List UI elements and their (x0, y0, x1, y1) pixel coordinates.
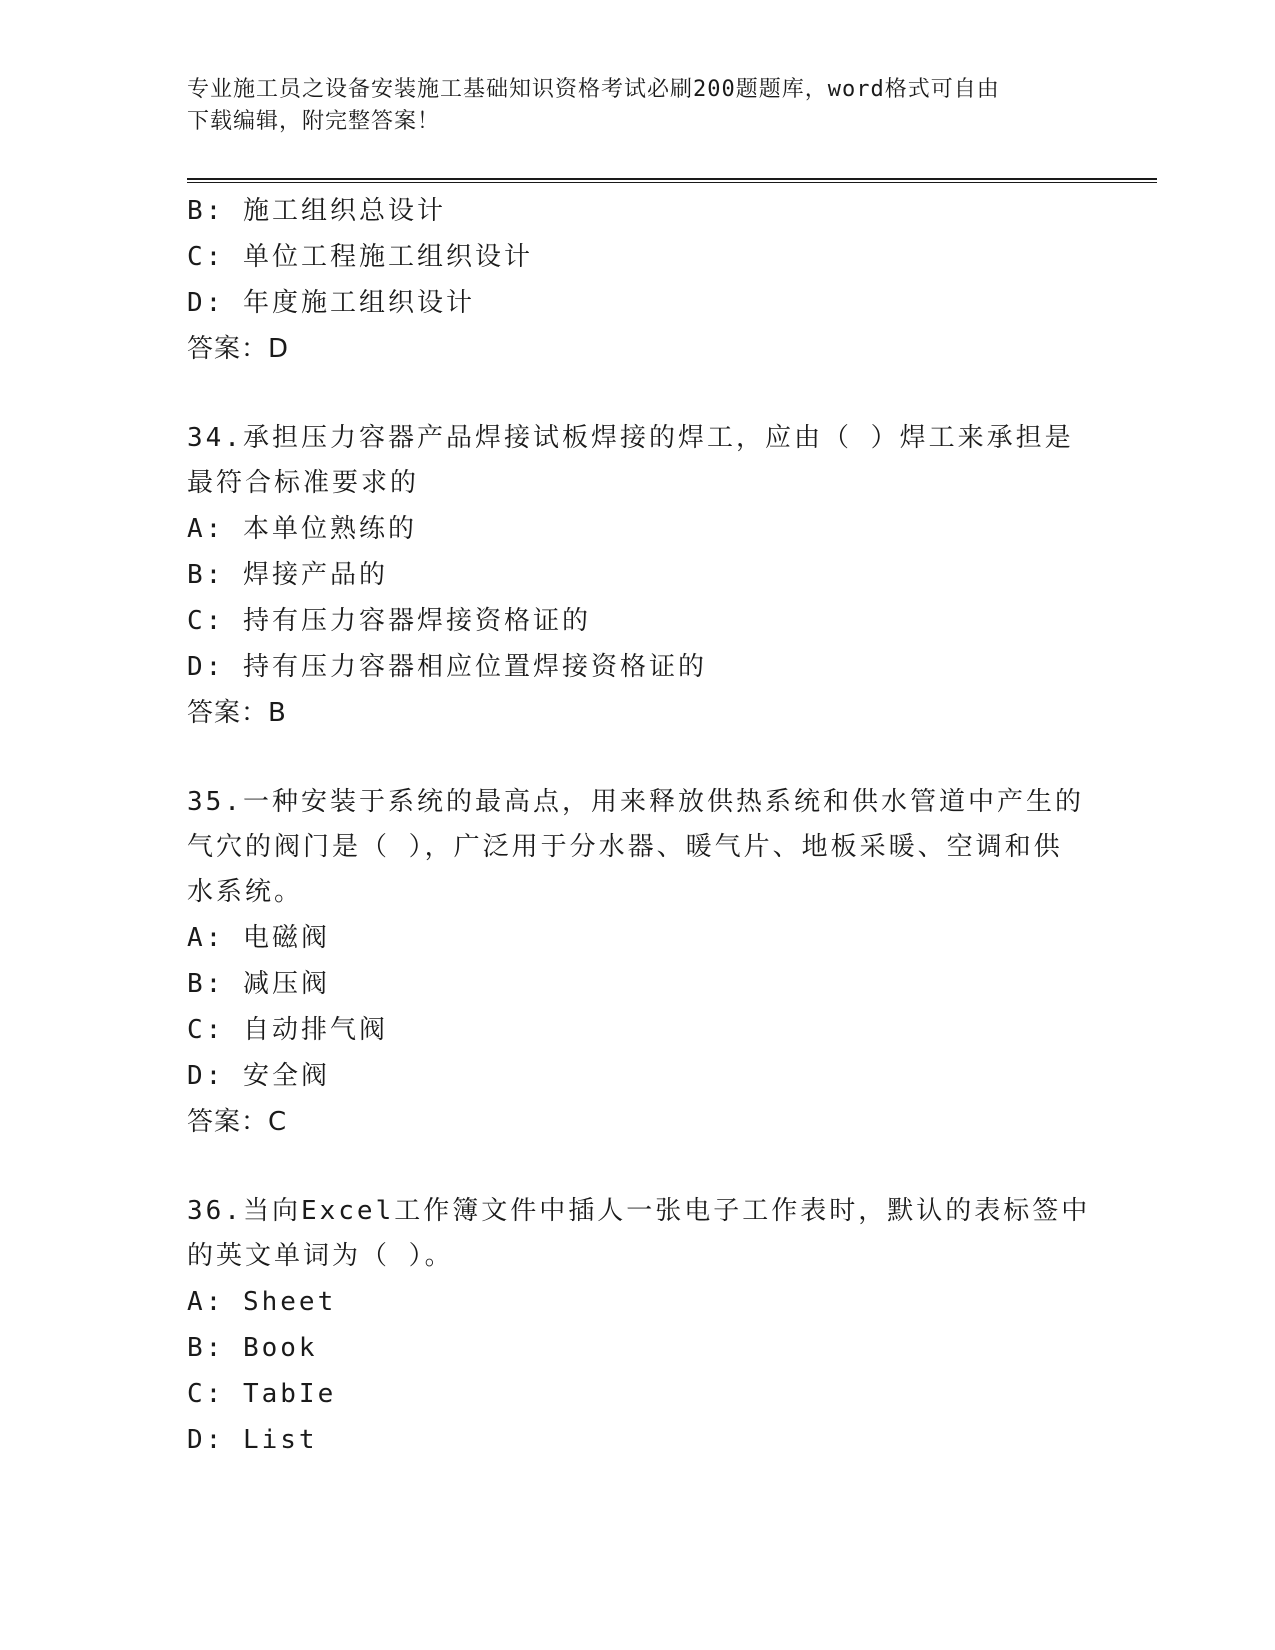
question-35 (187, 780, 1087, 1145)
question-34 (187, 416, 1087, 736)
option-c: C: TabIe (187, 1379, 337, 1409)
question-text-line: 34.承担压力容器产品焊接试板焊接的焊工，应由（ ）焊工来承担是 (187, 423, 1074, 453)
spacer (187, 736, 1087, 780)
option-c: C: 自动排气阀 (187, 1015, 388, 1045)
option-a: A: 本单位熟练的 (187, 514, 417, 544)
question-text-line: 36.当向Excel工作簿文件中插人一张电子工作表时，默认的表标签中 (187, 1196, 1091, 1226)
question-list (187, 188, 1091, 1463)
answer: 答案：B (187, 698, 287, 728)
option-b: B: Book (187, 1333, 318, 1363)
question-text-line: 水系统。 (187, 877, 304, 907)
question-text-line: 最符合标准要求的 (187, 468, 420, 498)
question-text-line: 气穴的阀门是（ ），广泛用于分水器、暖气片、地板采暖、空调和供 (187, 832, 1063, 862)
header-divider (187, 178, 1157, 183)
option-d: D: 安全阀 (187, 1061, 330, 1091)
document-header (187, 74, 1067, 138)
option-b: B: 减压阀 (187, 969, 330, 999)
header-line-2: 下载编辑，附完整答案！ (187, 109, 441, 134)
question-text-line: 35.一种安装于系统的最高点，用来释放供热系统和供水管道中产生的 (187, 787, 1084, 817)
question-36 (187, 1189, 1091, 1463)
answer: 答案：C (187, 1107, 288, 1137)
question-text-line: 的英文单词为（ ）。 (187, 1241, 454, 1271)
option-d: D: List (187, 1425, 318, 1455)
question-33-tail (187, 188, 1087, 372)
option-b: B: 焊接产品的 (187, 560, 388, 590)
spacer (187, 1145, 1087, 1189)
option-a: A: 电磁阀 (187, 923, 330, 953)
answer: 答案：D (187, 334, 290, 364)
option-d: D: 持有压力容器相应位置焊接资格证的 (187, 652, 707, 682)
option-d: D: 年度施工组织设计 (187, 288, 475, 318)
option-c: C: 单位工程施工组织设计 (187, 242, 533, 272)
option-a: A: Sheet (187, 1287, 337, 1317)
option-c: C: 持有压力容器焊接资格证的 (187, 606, 591, 636)
option-b: B: 施工组织总设计 (187, 196, 446, 226)
spacer (187, 372, 1087, 416)
header-line-1: 专业施工员之设备安装施工基础知识资格考试必刷200题题库，word格式可自由 (187, 77, 1000, 102)
